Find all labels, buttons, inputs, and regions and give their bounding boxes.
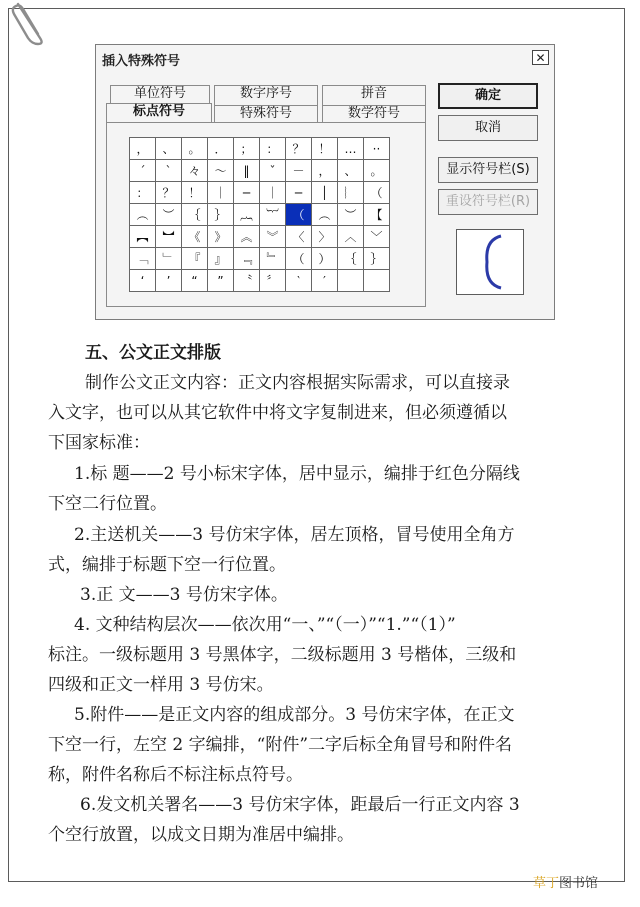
insert-special-symbol-dialog: [95, 44, 555, 320]
symbol-cell[interactable]: 〞: [260, 270, 286, 292]
symbol-cell[interactable]: ．: [208, 138, 234, 160]
symbol-cell[interactable]: （: [286, 248, 312, 270]
close-button[interactable]: ✕: [532, 50, 549, 65]
symbol-cell[interactable]: ｜: [260, 182, 286, 204]
symbol-cell[interactable]: ｜: [208, 182, 234, 204]
symbol-cell[interactable]: ︷: [234, 204, 260, 226]
symbol-cell[interactable]: ··: [364, 138, 390, 160]
watermark-part2: 图书馆: [559, 876, 599, 891]
body-line: 个空行放置，以成文日期为准居中编排。: [48, 825, 354, 845]
symbol-cell[interactable]: ；: [234, 138, 260, 160]
symbol-cell[interactable]: 『: [182, 248, 208, 270]
tab-unit-symbols[interactable]: 单位符号: [110, 85, 210, 105]
symbol-cell[interactable]: │: [312, 182, 338, 204]
tab-special-symbols[interactable]: 特殊符号: [214, 105, 318, 123]
symbol-cell[interactable]: ｛: [338, 248, 364, 270]
body-line: 称，附件名称后不标注标点符号。: [48, 765, 303, 785]
symbol-cell[interactable]: ︶: [338, 204, 364, 226]
body-line: 下空一行，左空 2 字编排，“附件”二字后标全角冒号和附件名: [48, 735, 513, 755]
symbol-cell[interactable]: ？: [286, 138, 312, 160]
symbol-cell[interactable]: ～: [208, 160, 234, 182]
symbol-cell[interactable]: [338, 270, 364, 292]
symbol-cell[interactable]: ´: [130, 160, 156, 182]
symbol-cell[interactable]: ！: [312, 138, 338, 160]
symbol-cell[interactable]: ︾: [260, 226, 286, 248]
symbol-cell[interactable]: （: [364, 182, 390, 204]
symbol-cell[interactable]: ─: [286, 182, 312, 204]
symbol-cell[interactable]: ？: [156, 182, 182, 204]
symbol-cell[interactable]: ‵: [286, 270, 312, 292]
symbol-cell[interactable]: 》: [208, 226, 234, 248]
symbol-cell[interactable]: ｝: [208, 204, 234, 226]
preview-paren-icon: [457, 230, 523, 294]
body-line: 5.附件——是正文内容的组成部分。3 号仿宋字体，在正文: [74, 705, 515, 725]
body-line: 下国家标准：: [48, 433, 150, 453]
symbol-cell[interactable]: 。: [182, 138, 208, 160]
symbol-cell[interactable]: 、: [338, 160, 364, 182]
cancel-button[interactable]: 取消: [438, 115, 538, 141]
symbol-cell[interactable]: ｛: [182, 204, 208, 226]
symbol-cell[interactable]: ！: [182, 182, 208, 204]
watermark-part1: 草丁: [533, 876, 560, 891]
symbol-cell[interactable]: 。: [364, 160, 390, 182]
symbol-cell[interactable]: ’: [156, 270, 182, 292]
symbol-cell[interactable]: ˋ: [156, 160, 182, 182]
body-line: 下空二行位置。: [48, 494, 167, 514]
symbol-cell[interactable]: ︶: [156, 204, 182, 226]
symbol-cell[interactable]: （: [286, 204, 312, 226]
symbol-cell[interactable]: ︿: [338, 226, 364, 248]
symbol-cell[interactable]: ︼: [156, 226, 182, 248]
dialog-title: 插入特殊符号: [102, 54, 181, 69]
body-line: 式，编排于标题下空一行位置。: [48, 555, 286, 575]
symbol-cell[interactable]: 々: [182, 160, 208, 182]
body-line: 标注。一级标题用 3 号黑体字，二级标题用 3 号楷体，三级和: [48, 645, 517, 665]
symbol-cell[interactable]: ﹂: [156, 248, 182, 270]
show-symbol-bar-button[interactable]: 显示符号栏(S): [438, 157, 538, 183]
symbol-cell[interactable]: ）: [312, 248, 338, 270]
symbol-cell[interactable]: 〉: [312, 226, 338, 248]
tab-pinyin[interactable]: 拼音: [322, 85, 426, 105]
paperclip-icon: [10, 0, 50, 46]
symbol-cell[interactable]: 〈: [286, 226, 312, 248]
symbol-cell[interactable]: ︻: [130, 226, 156, 248]
body-line: 制作公文正文内容：正文内容根据实际需求，可以直接录: [85, 373, 510, 393]
watermark: [533, 872, 598, 891]
symbol-cell[interactable]: ︵: [130, 204, 156, 226]
reset-symbol-bar-button: 重设符号栏(R): [438, 189, 538, 215]
symbol-cell[interactable]: [364, 270, 390, 292]
symbol-cell[interactable]: ︵: [312, 204, 338, 226]
symbol-cell[interactable]: －: [286, 160, 312, 182]
symbol-cell[interactable]: 』: [208, 248, 234, 270]
symbol-cell[interactable]: 〝: [234, 270, 260, 292]
symbol-cell[interactable]: “: [182, 270, 208, 292]
symbol-cell[interactable]: ”: [208, 270, 234, 292]
symbol-cell[interactable]: ﹄: [260, 248, 286, 270]
symbol-cell[interactable]: ‘: [130, 270, 156, 292]
tab-number-sequence[interactable]: 数字序号: [214, 85, 318, 105]
symbol-cell[interactable]: 、: [156, 138, 182, 160]
symbol-cell[interactable]: ‖: [234, 160, 260, 182]
body-line: 3.正 文——3 号仿宋字体。: [80, 585, 288, 605]
tab-punctuation-symbols[interactable]: 标点符号: [106, 103, 212, 123]
symbol-cell[interactable]: ︽: [234, 226, 260, 248]
symbol-cell[interactable]: ｝: [364, 248, 390, 270]
symbol-cell[interactable]: ﹀: [364, 226, 390, 248]
symbol-cell[interactable]: ﹁: [130, 248, 156, 270]
body-line: 入文字，也可以从其它软件中将文字复制进来，但必须遵循以: [48, 403, 507, 423]
symbol-cell[interactable]: 【: [364, 204, 390, 226]
symbol-grid: [129, 137, 390, 292]
symbol-preview: [456, 229, 524, 295]
body-line: 4. 文种结构层次——依次用“一、”“（一）”“1.”“（1）”: [74, 615, 456, 635]
symbol-cell[interactable]: ′: [312, 270, 338, 292]
tab-math-symbols[interactable]: 数学符号: [322, 105, 426, 123]
symbol-cell[interactable]: ，: [130, 138, 156, 160]
symbol-cell[interactable]: ︴: [338, 182, 364, 204]
symbol-cell[interactable]: ˇ: [260, 160, 286, 182]
body-line: 6.发文机关署名——3 号仿宋字体，距最后一行正文内容 3: [80, 795, 520, 815]
symbol-cell[interactable]: …: [338, 138, 364, 160]
symbol-cell[interactable]: ─: [234, 182, 260, 204]
symbol-cell[interactable]: ，: [312, 160, 338, 182]
symbol-cell[interactable]: ：: [260, 138, 286, 160]
body-line: 2.主送机关——3 号仿宋字体，居左顶格，冒号使用全角方: [74, 525, 515, 545]
symbol-cell[interactable]: ：: [130, 182, 156, 204]
symbol-cell[interactable]: 《: [182, 226, 208, 248]
ok-button[interactable]: 确定: [438, 83, 538, 109]
body-line: 四级和正文一样用 3 号仿宋。: [48, 675, 274, 695]
section-heading: 五、公文正文排版: [85, 343, 221, 363]
symbol-cell[interactable]: ︸: [260, 204, 286, 226]
symbol-cell[interactable]: ﹃: [234, 248, 260, 270]
body-line: 1.标 题——2 号小标宋字体，居中显示，编排于红色分隔线: [74, 464, 520, 484]
